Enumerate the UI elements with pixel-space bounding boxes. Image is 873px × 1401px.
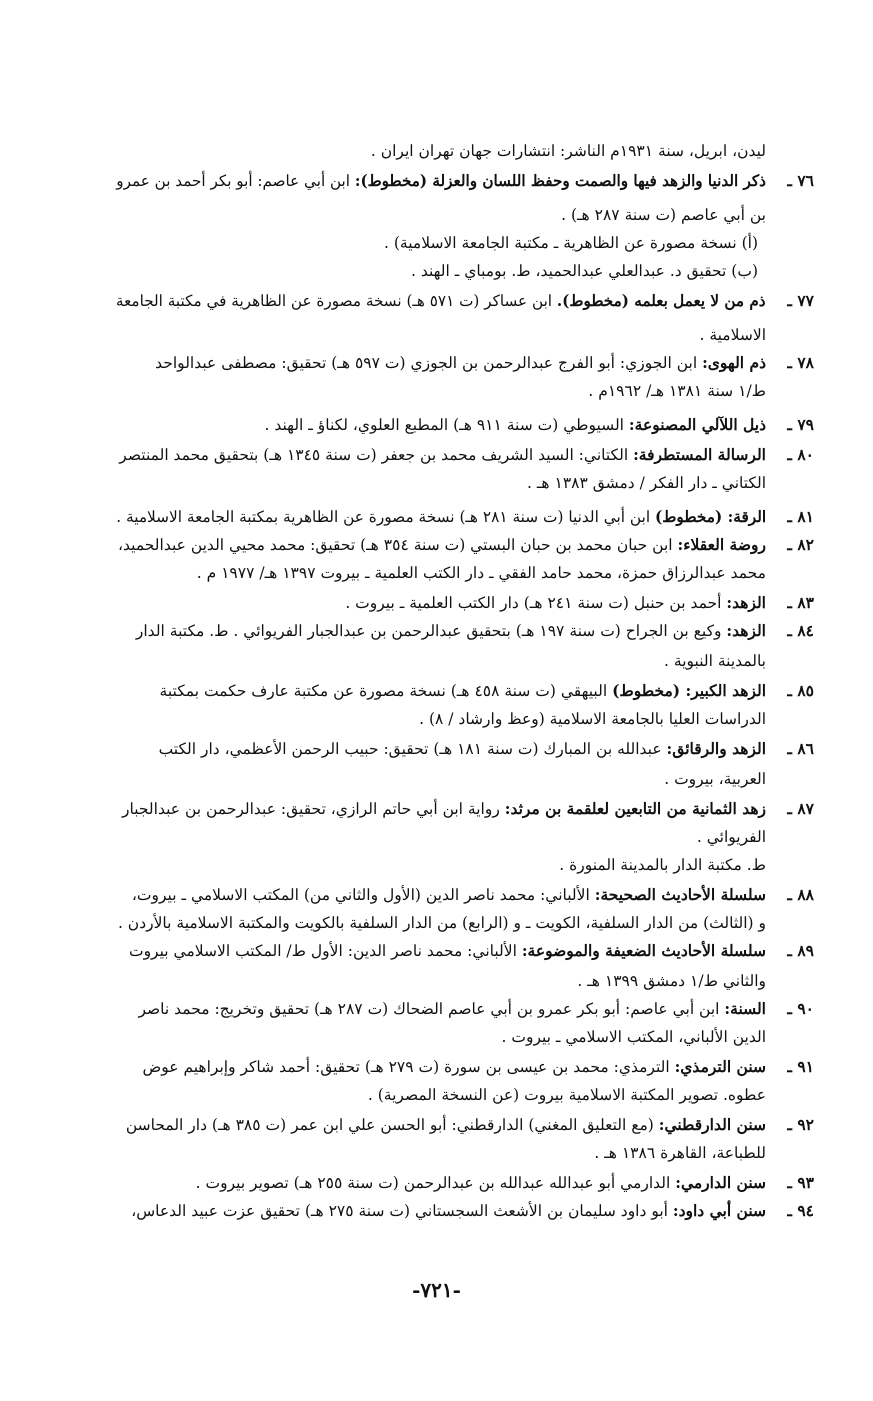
- sub-item-text: (ب) تحقيق د. عبدالعلي عبدالحميد، ط. بومباي ـ الهند .: [411, 262, 758, 280]
- entry-title: الرسالة المستطرفة:: [633, 445, 766, 464]
- entry-details: أبو داود سليمان بن الأشعث السجستاني (ت سنة ٢٧٥ هـ) تحقيق عزت عبيد الدعاس،: [131, 1202, 673, 1220]
- entry-text: [116, 170, 766, 192]
- entry-details: وكيع بن الجراح (ت سنة ١٩٧ هـ) بتحقيق عبدالرحمن بن عبدالجبار الفريوائي . ط. مكتبة الدار: [135, 622, 727, 640]
- entry-number: ٨٣ ـ: [787, 593, 814, 612]
- entry-title: ذكر الدنيا والزهد فيها والصمت وحفظ اللسان والعزلة (مخطوط):: [354, 171, 766, 190]
- entry-title: ذم الهوى:: [702, 353, 766, 372]
- entry-title: الرقة: (مخطوط): [654, 507, 766, 526]
- continuation-text: و (الثالث) من الدار السلفية، الكويت ـ و (الرابع) من الدار السلفية بالكويت والمكتبة الاسلامية بالأردن .: [117, 914, 766, 932]
- entry-details: الترمذي: محمد بن عيسى بن سورة (ت ٢٧٩ هـ) تحقيق: أحمد شاكر وإبراهيم عوض: [142, 1058, 675, 1076]
- entry-text: [345, 592, 766, 614]
- entry-number: ٩١ ـ: [787, 1057, 814, 1076]
- entry-details: البيهقي (ت سنة ٤٥٨ هـ) نسخة مصورة عن مكتبة عارف حكمت بمكتبة: [159, 682, 613, 700]
- continuation-text: الكتاني ـ دار الفكر / دمشق ١٣٨٣ هـ .: [527, 474, 766, 492]
- entry-details: رواية ابن أبي حاتم الرازي، تحقيق: عبدالرحمن بن عبدالجبار: [122, 800, 505, 818]
- continuation-text: الدراسات العليا بالجامعة الاسلامية (وعظ وارشاد / ٨) .: [419, 710, 766, 728]
- entry-text: [160, 680, 766, 702]
- entry-details: ابن حبان محمد بن حبان البستي (ت سنة ٣٥٤ هـ) تحقيق: محمد محيي الدين عبدالحميد،: [118, 536, 678, 554]
- entry-text: [116, 290, 766, 312]
- entry-title: سلسلة الأحاديث الضعيفة والموضوعة:: [521, 941, 766, 960]
- continuation-text: الفريوائي .: [696, 828, 766, 846]
- entry-text: [196, 1172, 766, 1194]
- entry-details: الكتاني: السيد الشريف محمد بن جعفر (ت سنة ١٣٤٥ هـ) بتحقيق محمد المنتصر: [119, 446, 634, 464]
- entry-title: الزهد:: [726, 593, 766, 612]
- entry-details: ابن أبي عاصم: أبو بكر أحمد بن عمرو: [116, 172, 355, 190]
- continuation-text: بالمدينة النبوية .: [664, 652, 766, 670]
- entry-number: ٨٩ ـ: [787, 941, 814, 960]
- entry-number: ٨٢ ـ: [787, 535, 814, 554]
- entry-text: [126, 1114, 766, 1136]
- continuation-text: والثاني ط/١ دمشق ١٣٩٩ هـ .: [577, 972, 766, 990]
- entry-number: ٨٤ ـ: [787, 621, 814, 640]
- entry-title: الزهد الكبير: (مخطوط): [612, 681, 766, 700]
- entry-title: ذيل اللآلي المصنوعة:: [628, 415, 766, 434]
- continuation-text: محمد عبدالرزاق حمزة، محمد حامد الفقي ـ دار الكتب العلمية ـ بيروت ١٣٩٧ هـ/ ١٩٧٧ م .: [196, 564, 766, 582]
- continuation-text: للطباعة، القاهرة ١٣٨٦ هـ .: [594, 1144, 766, 1162]
- entry-details: ابن عساكر (ت ٥٧١ هـ) نسخة مصورة عن الظاهرية في مكتبة الجامعة: [116, 292, 558, 310]
- entry-text: [143, 1056, 766, 1078]
- entry-number: ٩٢ ـ: [787, 1115, 814, 1134]
- entry-details: السيوطي (ت سنة ٩١١ هـ) المطبع العلوي، لكناؤ ـ الهند .: [264, 416, 629, 434]
- entry-title: سلسلة الأحاديث الصحيحة:: [594, 885, 766, 904]
- entry-text: [116, 506, 766, 528]
- continuation-text: العربية، بيروت .: [664, 770, 766, 788]
- entry-title: ذم من لا يعمل بعلمه (مخطوط).: [557, 291, 766, 310]
- continuation-text: عطوه. تصوير المكتبة الاسلامية بيروت (عن النسخة المصرية) .: [367, 1086, 766, 1104]
- entry-title: السنة:: [724, 999, 766, 1018]
- entry-details: أحمد بن حنبل (ت سنة ٢٤١ هـ) دار الكتب العلمية ـ بيروت .: [345, 594, 727, 612]
- entry-details: الألباني: محمد ناصر الدين (الأول والثاني من) المكتب الاسلامي ـ بيروت،: [131, 886, 595, 904]
- sub-item-text: (أ) نسخة مصورة عن الظاهرية ـ مكتبة الجامعة الاسلامية) .: [384, 234, 758, 252]
- entry-text: [119, 444, 766, 466]
- entry-number: ٨٥ ـ: [787, 681, 814, 700]
- entry-title: زهد الثمانية من التابعين لعلقمة بن مرثد:: [504, 799, 766, 818]
- entry-text: [131, 1200, 766, 1222]
- entry-title: سنن الترمذي:: [674, 1057, 766, 1076]
- entry-text: [265, 414, 766, 436]
- entry-details: عبدالله بن المبارك (ت سنة ١٨١ هـ) تحقيق: حبيب الرحمن الأعظمي، دار الكتب: [158, 740, 667, 758]
- entry-text: [159, 738, 766, 760]
- entry-details: ابن الجوزي: أبو الفرج عبدالرحمن بن الجوزي (ت ٥٩٧ هـ) تحقيق: مصطفى عبدالواحد: [155, 354, 703, 372]
- continuation-text: الدين الألباني، المكتب الاسلامي ـ بيروت .: [501, 1028, 766, 1046]
- entry-text: [136, 620, 766, 642]
- entry-number: ٩٤ ـ: [787, 1201, 814, 1220]
- entry-number: ٧٨ ـ: [787, 353, 814, 372]
- entry-text: [138, 998, 766, 1020]
- entry-details: الألباني: محمد ناصر الدين: الأول ط/ المكتب الاسلامي بيروت: [128, 942, 522, 960]
- entry-number: ٧٩ ـ: [787, 415, 814, 434]
- entry-title: الزهد والرقائق:: [666, 739, 766, 758]
- entry-number: ٨٧ ـ: [787, 799, 814, 818]
- entry-text: [132, 884, 766, 906]
- continuation-text: بن أبي عاصم (ت سنة ٢٨٧ هـ) .: [561, 206, 766, 224]
- entry-number: ٩٠ ـ: [787, 999, 814, 1018]
- entry-number: ٨٠ ـ: [787, 445, 814, 464]
- entry-text: [129, 940, 766, 962]
- continuation-text: الاسلامية .: [699, 326, 766, 344]
- entry-title: الزهد:: [726, 621, 766, 640]
- entry-title: سنن الدارمي:: [675, 1173, 766, 1192]
- entry-number: ٧٧ ـ: [787, 291, 814, 310]
- entry-text: [118, 534, 766, 556]
- entry-number: ٨٨ ـ: [787, 885, 814, 904]
- entry-number: ٨١ ـ: [787, 507, 814, 526]
- entry-title: سنن الدارقطني:: [658, 1115, 766, 1134]
- entry-text: [155, 352, 766, 374]
- entry-title: سنن أبي داود:: [672, 1201, 766, 1220]
- continuation-text: ط/١ سنة ١٣٨١ هـ/ ١٩٦٢م .: [588, 382, 766, 400]
- page-number: -٧٢١-: [412, 1278, 461, 1302]
- entry-number: ٧٦ ـ: [787, 171, 814, 190]
- continuation-text: ط. مكتبة الدار بالمدينة المنورة .: [559, 856, 766, 874]
- entry-text: [122, 798, 766, 820]
- entry-details: ابن أبي الدنيا (ت سنة ٢٨١ هـ) نسخة مصورة عن الظاهرية بمكتبة الجامعة الاسلامية .: [116, 508, 655, 526]
- entry-number: ٨٦ ـ: [787, 739, 814, 758]
- entry-number: ٩٣ ـ: [787, 1173, 814, 1192]
- entry-details: (مع التعليق المغني) الدارقطني: أبو الحسن علي ابن عمر (ت ٣٨٥ هـ) دار المحاسن: [125, 1116, 659, 1134]
- entry-details: ابن أبي عاصم: أبو بكر عمرو بن أبي عاصم الضحاك (ت ٢٨٧ هـ) تحقيق وتخريج: محمد ناصر: [138, 1000, 725, 1018]
- entry-title: روضة العقلاء:: [677, 535, 766, 554]
- entry-details: الدارمي أبو عبدالله عبدالله بن عبدالرحمن (ت سنة ٢٥٥ هـ) تصوير بيروت .: [195, 1174, 676, 1192]
- continuation-text: ليدن، ابريل، سنة ١٩٣١م الناشر: انتشارات جهان تهران ايران .: [370, 142, 766, 160]
